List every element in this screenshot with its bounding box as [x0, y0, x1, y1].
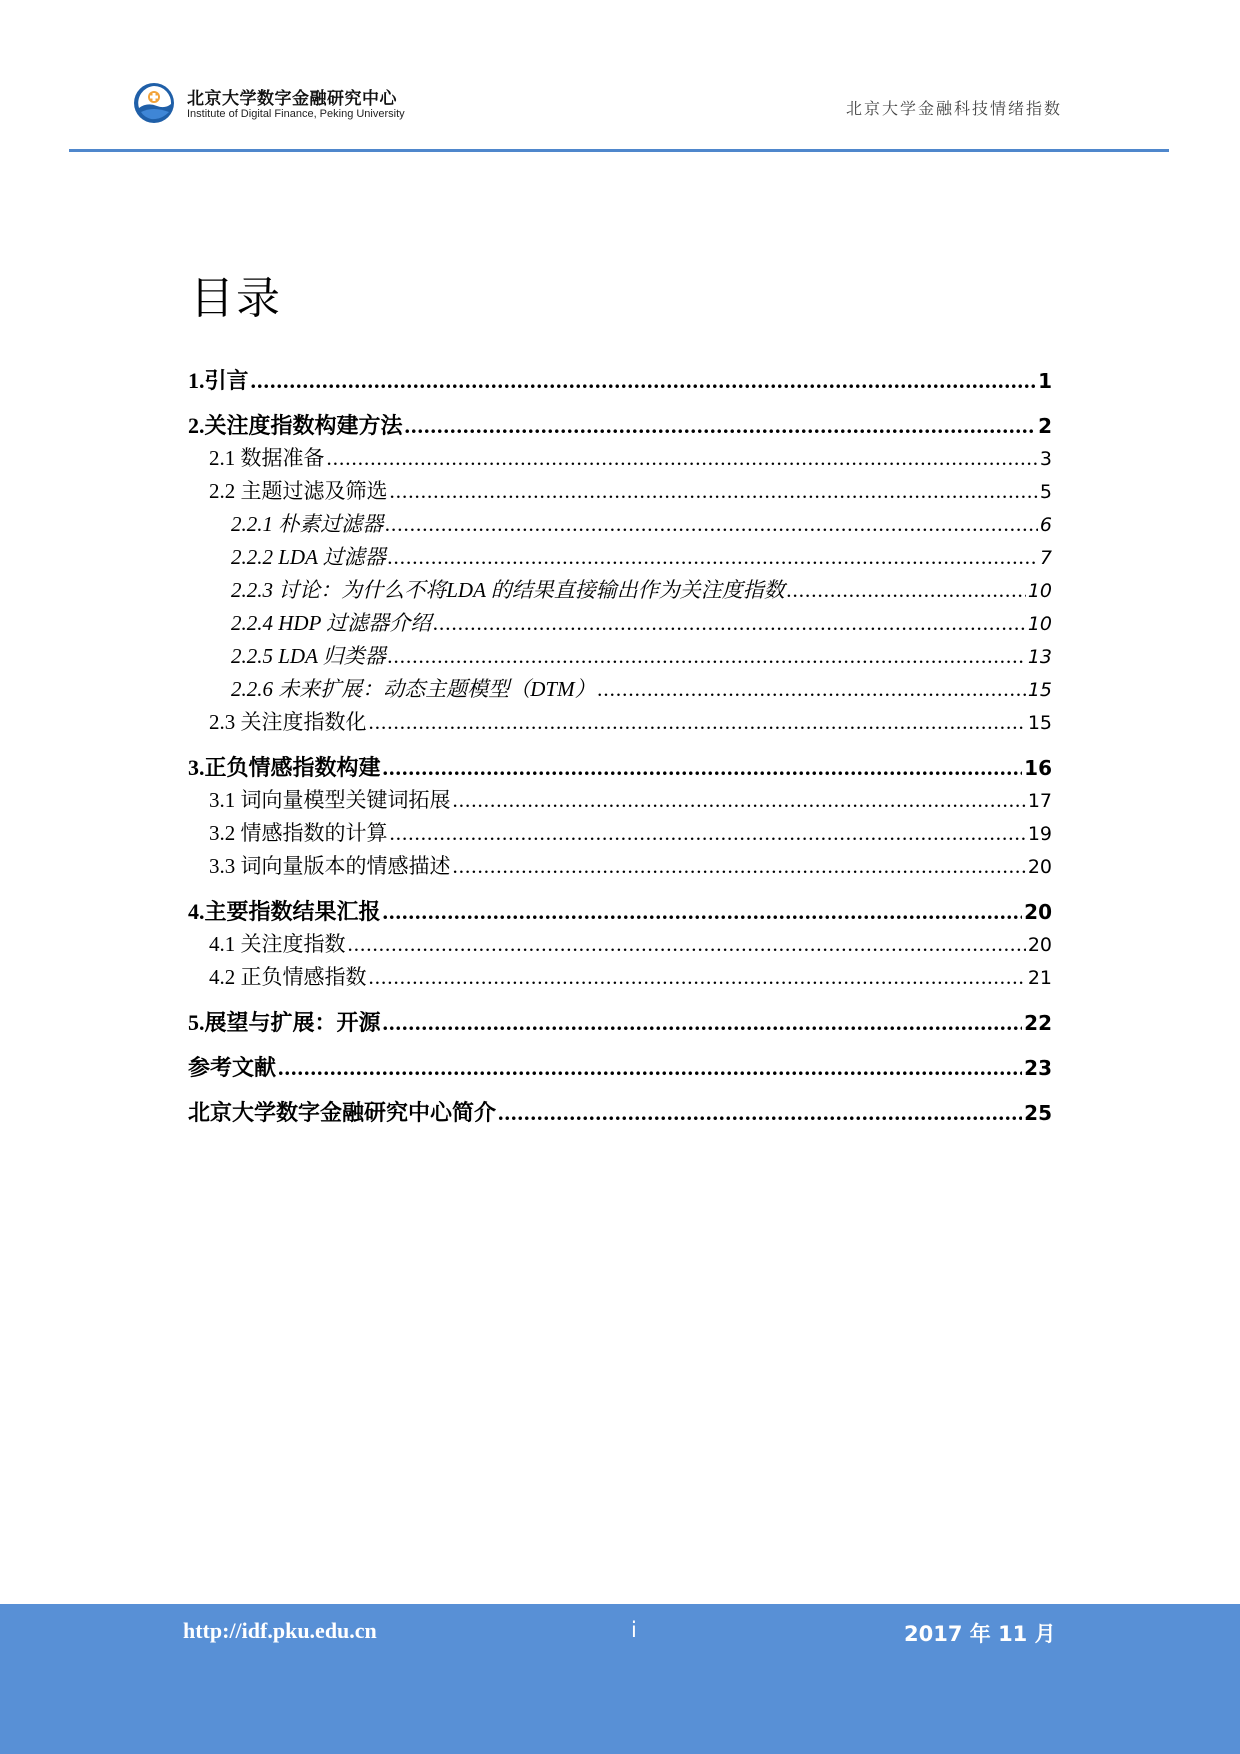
pku-idf-logo-icon: [133, 82, 175, 124]
toc-entry-title: 2.2.3 讨论：为什么不将LDA 的结果直接输出作为关注度指数: [231, 578, 785, 602]
toc-entry[interactable]: [188, 1096, 1052, 1129]
toc-entry-title: 3.3 词向量版本的情感描述: [209, 854, 451, 878]
toc-dot-leader: [385, 508, 1038, 541]
toc-dot-leader: [388, 541, 1038, 574]
toc-entry[interactable]: [188, 1006, 1052, 1039]
toc-dot-leader: [498, 1096, 1022, 1129]
footer-date: 2017 年 11 月: [904, 1622, 1056, 1646]
toc-entry-title: 2.2.6 未来扩展：动态主题模型（DTM）: [231, 677, 596, 701]
toc-entry[interactable]: [188, 817, 1052, 850]
toc-entry[interactable]: [188, 442, 1052, 475]
toc-entry-title: 4.主要指数结果汇报: [188, 899, 381, 924]
toc-entry-page: 23: [1024, 1056, 1052, 1080]
toc-entry-page: 16: [1024, 756, 1052, 780]
toc-entry-page: 15: [1027, 712, 1052, 734]
toc-entry-page: 5: [1039, 481, 1052, 503]
org-name-en: Institute of Digital Finance, Peking University: [187, 108, 405, 120]
toc-entry-page: 3: [1039, 448, 1052, 470]
toc-entry-title: 2.3 关注度指数化: [209, 710, 367, 734]
toc-entry[interactable]: [188, 508, 1052, 541]
toc-dot-leader: [327, 442, 1038, 475]
footer-page-number: i: [631, 1618, 637, 1642]
toc-entry[interactable]: [188, 640, 1052, 673]
toc-entry-title: 3.正负情感指数构建: [188, 755, 381, 780]
toc-entry-page: 10: [1027, 580, 1052, 602]
toc-title: 目录: [190, 273, 282, 324]
toc-entry[interactable]: [188, 541, 1052, 574]
report-title: 北京大学金融科技情绪指数: [845, 99, 1062, 118]
toc-entry[interactable]: [188, 784, 1052, 817]
toc-dot-leader: [278, 1051, 1022, 1084]
org-name-cn: 北京大学数字金融研究中心: [187, 89, 397, 109]
toc-dot-leader: [453, 850, 1026, 883]
toc-dot-leader: [251, 364, 1037, 397]
toc-entry-title: 2.2 主题过滤及筛选: [209, 479, 388, 503]
toc-dot-leader: [383, 895, 1023, 928]
toc-entry[interactable]: [188, 850, 1052, 883]
toc-dot-leader: [390, 475, 1038, 508]
toc-entry-title: 2.2.2 LDA 过滤器: [231, 545, 386, 569]
header-divider: [69, 149, 1169, 152]
toc-entry-title: 4.1 关注度指数: [209, 932, 346, 956]
toc-entry-title: 5.展望与扩展：开源: [188, 1010, 381, 1035]
toc-entry-title: 2.1 数据准备: [209, 446, 325, 470]
toc-entry-title: 2.2.4 HDP 过滤器介绍: [231, 611, 432, 635]
toc-dot-leader: [369, 706, 1026, 739]
toc-entry[interactable]: [188, 475, 1052, 508]
toc-dot-leader: [787, 574, 1026, 607]
toc-entry-page: 20: [1027, 934, 1052, 956]
toc-entry[interactable]: [188, 706, 1052, 739]
toc-dot-leader: [390, 817, 1026, 850]
toc-entry-title: 2.关注度指数构建方法: [188, 413, 403, 438]
toc-entry-page: 15: [1027, 679, 1052, 701]
toc-entry-page: 21: [1027, 967, 1052, 989]
footer-url-link[interactable]: http://idf.pku.edu.cn: [183, 1618, 377, 1643]
toc-dot-leader: [383, 1006, 1023, 1039]
toc-entry-page: 7: [1039, 547, 1052, 569]
toc-dot-leader: [433, 607, 1026, 640]
toc-entry-title: 3.2 情感指数的计算: [209, 821, 388, 845]
toc-entry[interactable]: [188, 751, 1052, 784]
toc-entry-title: 3.1 词向量模型关键词拓展: [209, 788, 451, 812]
toc-entry-page: 2: [1038, 414, 1052, 438]
toc-entry[interactable]: [188, 673, 1052, 706]
toc-entry-title: 2.2.1 朴素过滤器: [231, 512, 384, 536]
toc-entry[interactable]: [188, 961, 1052, 994]
toc-entry-page: 19: [1027, 823, 1052, 845]
page-header: [0, 0, 1240, 152]
toc-entry-page: 6: [1039, 514, 1052, 536]
toc-dot-leader: [383, 751, 1023, 784]
toc-dot-leader: [453, 784, 1026, 817]
toc-entry-page: 10: [1027, 613, 1052, 635]
toc-entry-page: 25: [1024, 1101, 1052, 1125]
toc-entry-title: 北京大学数字金融研究中心简介: [188, 1100, 497, 1125]
page-footer: [0, 1604, 1240, 1754]
toc-entry-page: 20: [1027, 856, 1052, 878]
toc-entry[interactable]: [188, 364, 1052, 397]
toc-entry-page: 17: [1027, 790, 1052, 812]
toc-dot-leader: [388, 640, 1026, 673]
toc-dot-leader: [369, 961, 1026, 994]
toc-dot-leader: [348, 928, 1026, 961]
toc-entry[interactable]: [188, 928, 1052, 961]
toc-dot-leader: [405, 409, 1037, 442]
toc-entry-title: 1.引言: [188, 368, 249, 393]
toc-entry[interactable]: [188, 895, 1052, 928]
toc-entry[interactable]: [188, 607, 1052, 640]
toc-entry-page: 13: [1027, 646, 1052, 668]
toc-entry-page: 22: [1024, 1011, 1052, 1035]
toc-entry-title: 2.2.5 LDA 归类器: [231, 644, 386, 668]
toc-entry-page: 20: [1024, 900, 1052, 924]
toc-entry-title: 4.2 正负情感指数: [209, 965, 367, 989]
table-of-contents: [188, 364, 1052, 1129]
toc-dot-leader: [598, 673, 1026, 706]
toc-entry[interactable]: [188, 409, 1052, 442]
toc-entry-title: 参考文献: [188, 1055, 277, 1080]
toc-entry[interactable]: [188, 1051, 1052, 1084]
toc-entry[interactable]: [188, 574, 1052, 607]
toc-entry-page: 1: [1038, 369, 1052, 393]
